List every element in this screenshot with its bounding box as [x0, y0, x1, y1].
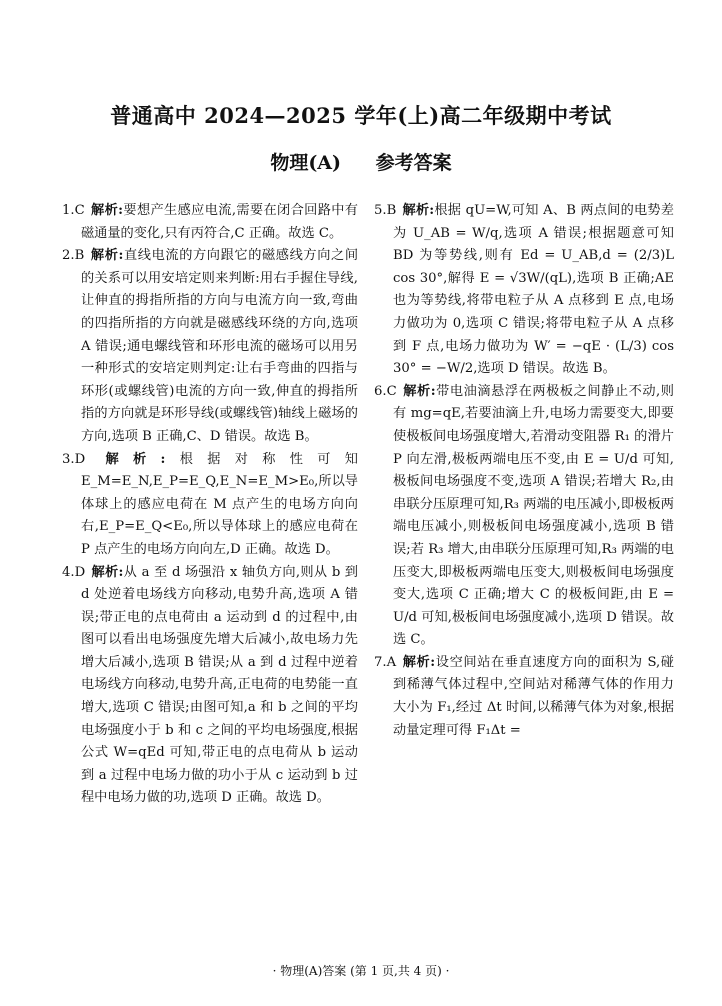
answer-item-2: 2.B 解析:直线电流的方向跟它的磁感线方向之间的关系可以用安培定则来判断:用右手握住导线,让伸直的拇指所指的方向与电流方向一致,弯曲的四指所指的方向就是磁感线环绕的方向,选项 A 错误;通电螺线管和环形电流的磁场可以用另一种形式的安培定则判定:让右手弯曲的四指与环形(或螺线管)电流的方向一致,伸直的拇指所指的方向就是环形导线(或螺线管)轴线上磁场的方向,选项 B 正确,C、D 错误。故选 B。 — [62, 248, 359, 444]
answer-item-3: 3.D 解析:根据对称性可知 E_M=E_N,E_P=E_Q,E_N=E_M>E₀,所以导体球上的感应电荷在 M 点产生的电场方向向右,E_P=E_Q<E₀,所以导体球上的感应电荷在 P 点产生的电场方向向左,D 正确。故选 D。 — [62, 451, 358, 557]
answer-item-7: 7.A 解析:设空间站在垂直速度方向的面积为 S,碰到稀薄气体过程中,空间站对稀薄气体的作用力大小为 F₁,经过 Δt 时间,以稀薄气体为对象,根据动量定理可得 F₁Δt = — [374, 654, 674, 738]
page-title: 普通高中 2024—2025 学年(上)高二年级期中考试 — [110, 103, 612, 128]
answer-key-label: 参考答案 — [375, 152, 452, 174]
right-column — [374, 200, 674, 742]
answer-item-1: 1.C 解析:要想产生感应电流,需要在闭合回路中有磁通量的变化,只有丙符合,C 正确。故选 C。 — [62, 203, 358, 241]
page-subtitle — [0, 148, 722, 175]
subject-label: 物理(A) — [270, 152, 342, 174]
page-footer: · 物理(A)答案 (第 1 页,共 4 页) · — [272, 964, 450, 978]
left-column — [62, 200, 358, 810]
answer-item-5: 5.B 解析:根据 qU=W,可知 A、B 两点间的电势差为 U_AB = W/q,选项 A 错误;根据题意可知 BD 为等势线,则有 Ed = U_AB,d = (2/3)L cos 30°,解得 E = √3W/(qL),选项 B 正确;AE 也为等势线,将带电粒子从 A 点移到 E 点,电场力做功为 0,选项 C 错误;将带电粒子从 A 点移到 F 点,电场力做功为 W′ = −qE · (L/3) cos 30° = −W/2,选项 D 错误。故选 B。 — [374, 203, 674, 377]
answer-item-6: 6.C 解析:带电油滴悬浮在两极板之间静止不动,则有 mg=qE,若要油滴上升,电场力需要变大,即要使极板间电场强度增大,若滑动变阻器 R₁ 的滑片 P 向左滑,极板两端电压不变,由 E = U/d 可知,极板间电场强度不变,选项 A 错误;若增大 R₂,由串联分压原理可知,R₃ 两端的电压减小,即极板两端电压减小,则极板间电场强度减小,选项 B 错误;若 R₃ 增大,由串联分压原理可知,R₃ 两端的电压变大,即极板两端电压变大,则极板间电场强度变大,选项 C 正确;增大 C 的极板间距,由 E = U/d 可知,极板间电场强度减小,选项 D 错误。故选 C。 — [374, 383, 674, 648]
answer-item-4: 4.D 解析:从 a 至 d 场强沿 x 轴负方向,则从 b 到 d 处逆着电场线方向移动,电势升高,选项 A 错误;带正电的点电荷由 a 运动到 d 的过程中,由图可以看出电场强度先增大后减小,故电场力先增大后减小,选项 B 错误;从 a 到 d 过程中逆着电场线方向移动,电势升高,正电荷的电势能一直增大,选项 C 错误;由图可知,a 和 b 之间的平均电场强度小于 b 和 c 之间的平均电场强度,根据公式 W=qEd 可知,带正电的点电荷从 b 运动到 a 过程中电场力做的功小于从 c 运动到 b 过程中电场力做的功,选项 D 正确。故选 D。 — [62, 564, 358, 806]
